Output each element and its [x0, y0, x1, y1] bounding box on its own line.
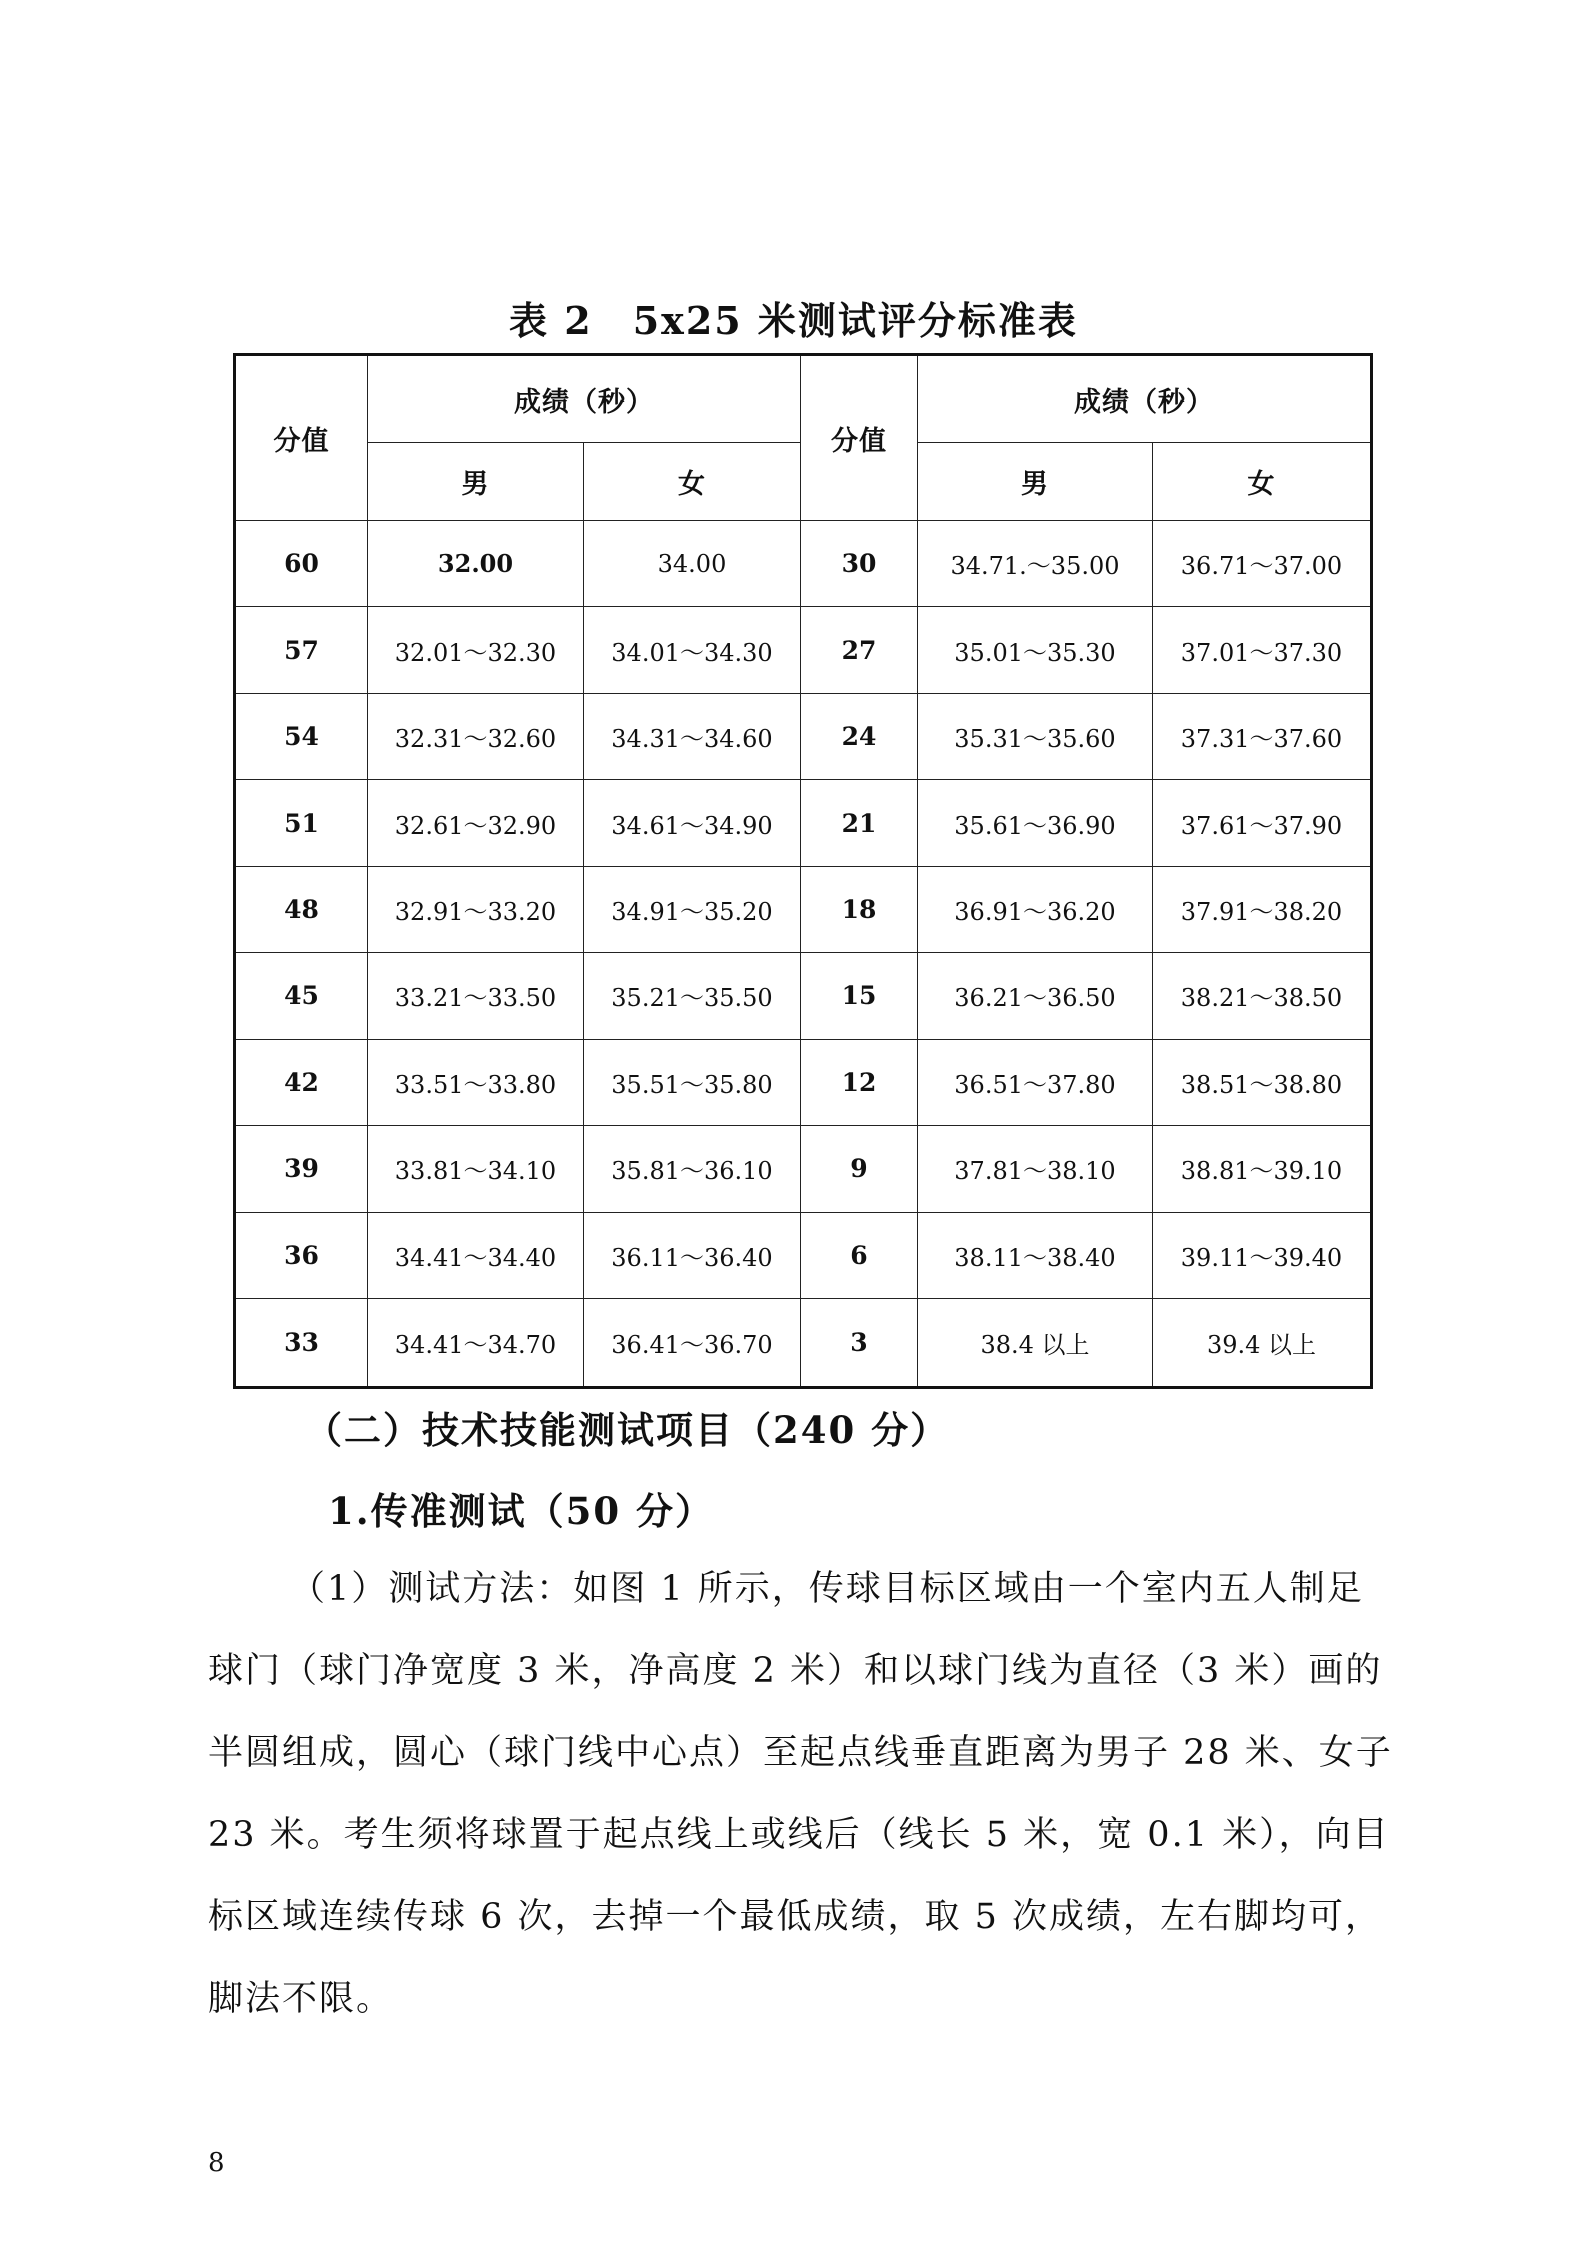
- right-male: 36.51～37.80: [918, 1039, 1153, 1125]
- right-male: 35.31～35.60: [918, 693, 1153, 779]
- table-row: [235, 1212, 1372, 1298]
- left-score: 60: [235, 521, 368, 607]
- left-female: 35.81～36.10: [584, 1126, 801, 1212]
- left-male: 32.00: [368, 521, 584, 607]
- right-male: 38.4 以上: [918, 1299, 1153, 1388]
- header-score-right: 分值: [801, 355, 918, 521]
- right-female: 37.91～38.20: [1153, 866, 1372, 952]
- table-row: [235, 1299, 1372, 1388]
- table-caption: 表 2 5x25 米测试评分标准表: [509, 298, 1078, 343]
- left-female: 34.61～34.90: [584, 780, 801, 866]
- header-result-left: 成绩（秒）: [368, 355, 801, 443]
- right-score: 18: [801, 866, 918, 952]
- left-male: 32.61～32.90: [368, 780, 584, 866]
- right-female: 37.31～37.60: [1153, 693, 1372, 779]
- left-male: 33.51～33.80: [368, 1039, 584, 1125]
- right-female: 38.21～38.50: [1153, 953, 1372, 1039]
- subheading: 1.传准测试（50 分）: [328, 1489, 714, 1533]
- left-female: 35.21～35.50: [584, 953, 801, 1039]
- table-row: [235, 693, 1372, 779]
- right-male: 38.11～38.40: [918, 1212, 1153, 1298]
- left-score: 42: [235, 1039, 368, 1125]
- page-number: 8: [208, 2148, 225, 2178]
- left-female: 36.41～36.70: [584, 1299, 801, 1388]
- left-score: 33: [235, 1299, 368, 1388]
- right-score: 12: [801, 1039, 918, 1125]
- table-row: [235, 866, 1372, 952]
- header-female-left: 女: [584, 443, 801, 521]
- left-score: 51: [235, 780, 368, 866]
- right-female: 39.11～39.40: [1153, 1212, 1372, 1298]
- table-row: [235, 953, 1372, 1039]
- right-male: 37.81～38.10: [918, 1126, 1153, 1212]
- table-row: [235, 1126, 1372, 1212]
- right-score: 6: [801, 1212, 918, 1298]
- right-female: 39.4 以上: [1153, 1299, 1372, 1388]
- left-male: 32.31～32.60: [368, 693, 584, 779]
- right-male: 35.61～36.90: [918, 780, 1153, 866]
- right-female: 38.81～39.10: [1153, 1126, 1372, 1212]
- left-male: 32.01～32.30: [368, 607, 584, 693]
- left-female: 34.91～35.20: [584, 866, 801, 952]
- left-female: 35.51～35.80: [584, 1039, 801, 1125]
- right-male: 34.71.～35.00: [918, 521, 1153, 607]
- right-score: 15: [801, 953, 918, 1039]
- header-male-right: 男: [918, 443, 1153, 521]
- left-male: 33.81～34.10: [368, 1126, 584, 1212]
- right-score: 30: [801, 521, 918, 607]
- right-score: 9: [801, 1126, 918, 1212]
- left-score: 54: [235, 693, 368, 779]
- left-score: 45: [235, 953, 368, 1039]
- table-row: [235, 521, 1372, 607]
- header-male-left: 男: [368, 443, 584, 521]
- left-male: 33.21～33.50: [368, 953, 584, 1039]
- right-male: 35.01～35.30: [918, 607, 1153, 693]
- right-male: 36.21～36.50: [918, 953, 1153, 1039]
- left-score: 57: [235, 607, 368, 693]
- right-male: 36.91～36.20: [918, 866, 1153, 952]
- left-score: 36: [235, 1212, 368, 1298]
- scoring-table: [233, 353, 1373, 1389]
- header-score-left: 分值: [235, 355, 368, 521]
- right-score: 27: [801, 607, 918, 693]
- left-female: 34.01～34.30: [584, 607, 801, 693]
- right-score: 24: [801, 693, 918, 779]
- right-female: 38.51～38.80: [1153, 1039, 1372, 1125]
- table-row: [235, 780, 1372, 866]
- body-paragraph: （1）测试方法：如图 1 所示，传球目标区域由一个室内五人制足球门（球门净宽度 3 米，净高度 2 米）和以球门线为直径（3 米）画的半圆组成，圆心（球门线中心点）至起点线垂直距离为男子 28 米、女子 23 米。考生须将球置于起点线上或线后（线长 5 米，宽 0.1 米），向目标区域连续传球 6 次，去掉一个最低成绩，取 5 次成绩，左右脚均可，脚法不限。: [208, 1569, 1393, 2019]
- table-row: [235, 1039, 1372, 1125]
- right-female: 37.61～37.90: [1153, 780, 1372, 866]
- left-female: 34.00: [584, 521, 801, 607]
- left-score: 48: [235, 866, 368, 952]
- table-row: [235, 607, 1372, 693]
- right-score: 3: [801, 1299, 918, 1388]
- left-score: 39: [235, 1126, 368, 1212]
- right-female: 37.01～37.30: [1153, 607, 1372, 693]
- left-male: 32.91～33.20: [368, 866, 584, 952]
- header-result-right: 成绩（秒）: [918, 355, 1372, 443]
- left-female: 36.11～36.40: [584, 1212, 801, 1298]
- right-female: 36.71～37.00: [1153, 521, 1372, 607]
- header-female-right: 女: [1153, 443, 1372, 521]
- left-female: 34.31～34.60: [584, 693, 801, 779]
- left-male: 34.41～34.40: [368, 1212, 584, 1298]
- section-heading: （二）技术技能测试项目（240 分）: [305, 1408, 950, 1452]
- left-male: 34.41～34.70: [368, 1299, 584, 1388]
- right-score: 21: [801, 780, 918, 866]
